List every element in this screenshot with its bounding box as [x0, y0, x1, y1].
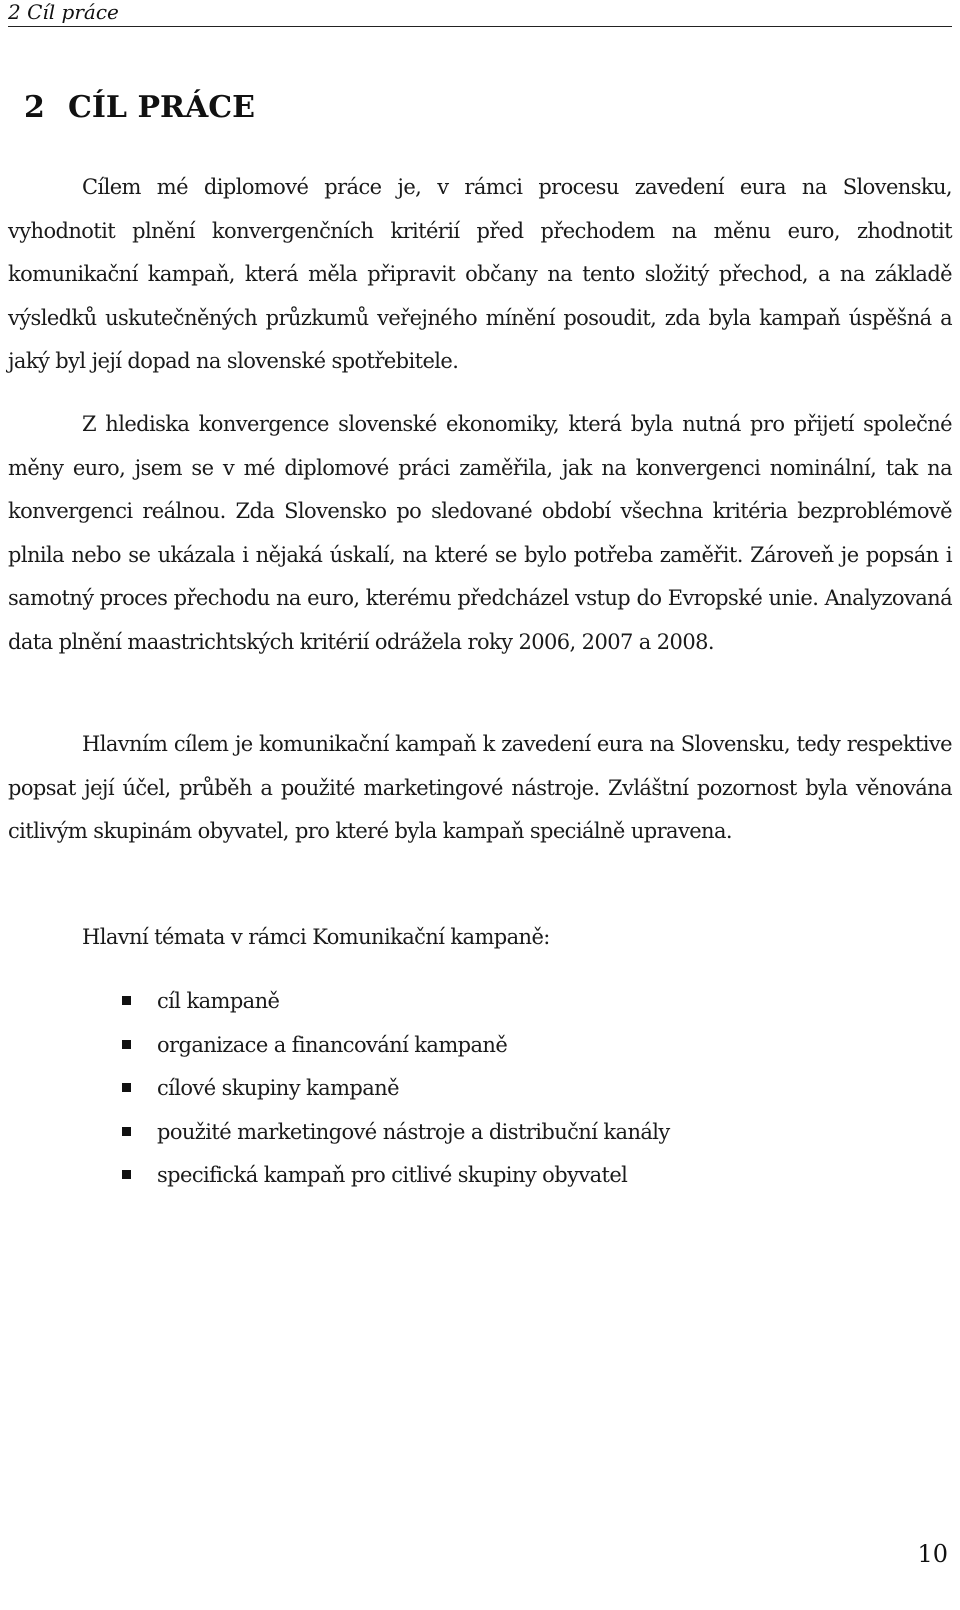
list-item — [8, 1067, 952, 1111]
list-item-text: použité marketingové nástroje a distribuční kanály — [157, 1119, 670, 1144]
list-item — [8, 1154, 952, 1198]
page-number: 10 — [917, 1540, 948, 1568]
list-item — [8, 1024, 952, 1068]
list-item — [8, 980, 952, 1024]
list-item-text: cíl kampaně — [157, 989, 280, 1013]
list-item-text: organizace a financování kampaně — [157, 1032, 508, 1057]
topics-list — [8, 980, 952, 1198]
chapter-heading — [24, 88, 255, 128]
paragraph-campaign: Hlavním cílem je komunikační kampaň k zavedení eura na Slovensku, tedy respektive popsat její účel, průběh a použité marketingové nástroje. Zvláštní pozornost byla věnována citlivým skupinám obyvatel, pro které byla kampaň speciálně upravena. — [8, 732, 952, 843]
square-bullet-icon — [122, 1127, 131, 1136]
chapter-number: 2 — [24, 90, 45, 125]
list-item-text: cílové skupiny kampaně — [157, 1076, 399, 1100]
running-header-title: 2 Cíl práce — [8, 0, 119, 24]
running-header — [8, 0, 952, 27]
list-item-text: specifická kampaň pro citlivé skupiny obyvatel — [157, 1163, 628, 1187]
paragraph-goal: Cílem mé diplomové práce je, v rámci procesu zavedení eura na Slovensku, vyhodnotit plnění konvergenčních kritérií před přechodem na měnu euro, zhodnotit komunikační kampaň, která měla připravit občany na tento složitý přechod, a na základě výsledků uskutečněných průzkumů veřejného mínění posoudit, zda byla kampaň úspěšná a jaký byl její dopad na slovenské spotřebitele. — [8, 175, 952, 373]
chapter-title: CÍL PRÁCE — [68, 90, 255, 125]
list-item — [8, 1111, 952, 1155]
square-bullet-icon — [122, 1083, 131, 1092]
square-bullet-icon — [122, 996, 131, 1005]
topics-list-intro: Hlavní témata v rámci Komunikační kampaně: — [82, 925, 550, 949]
square-bullet-icon — [122, 1040, 131, 1049]
paragraph-convergence: Z hlediska konvergence slovenské ekonomiky, která byla nutná pro přijetí společné měny euro, jsem se v mé diplomové práci zaměřila, jak na konvergenci nominální, tak na konvergenci reálnou. Zda Slovensko po sledované období všechna kritéria bezproblémově plnila nebo se ukázala i nějaká úskalí, na které se bylo potřeba zaměřit. Zároveň je popsán i samotný proces přechodu na euro, kterému předcházel vstup do Evropské unie. Analyzovaná data plnění maastrichtských kritérií odrážela roky 2006, 2007 a 2008. — [8, 412, 952, 654]
square-bullet-icon — [122, 1170, 131, 1179]
